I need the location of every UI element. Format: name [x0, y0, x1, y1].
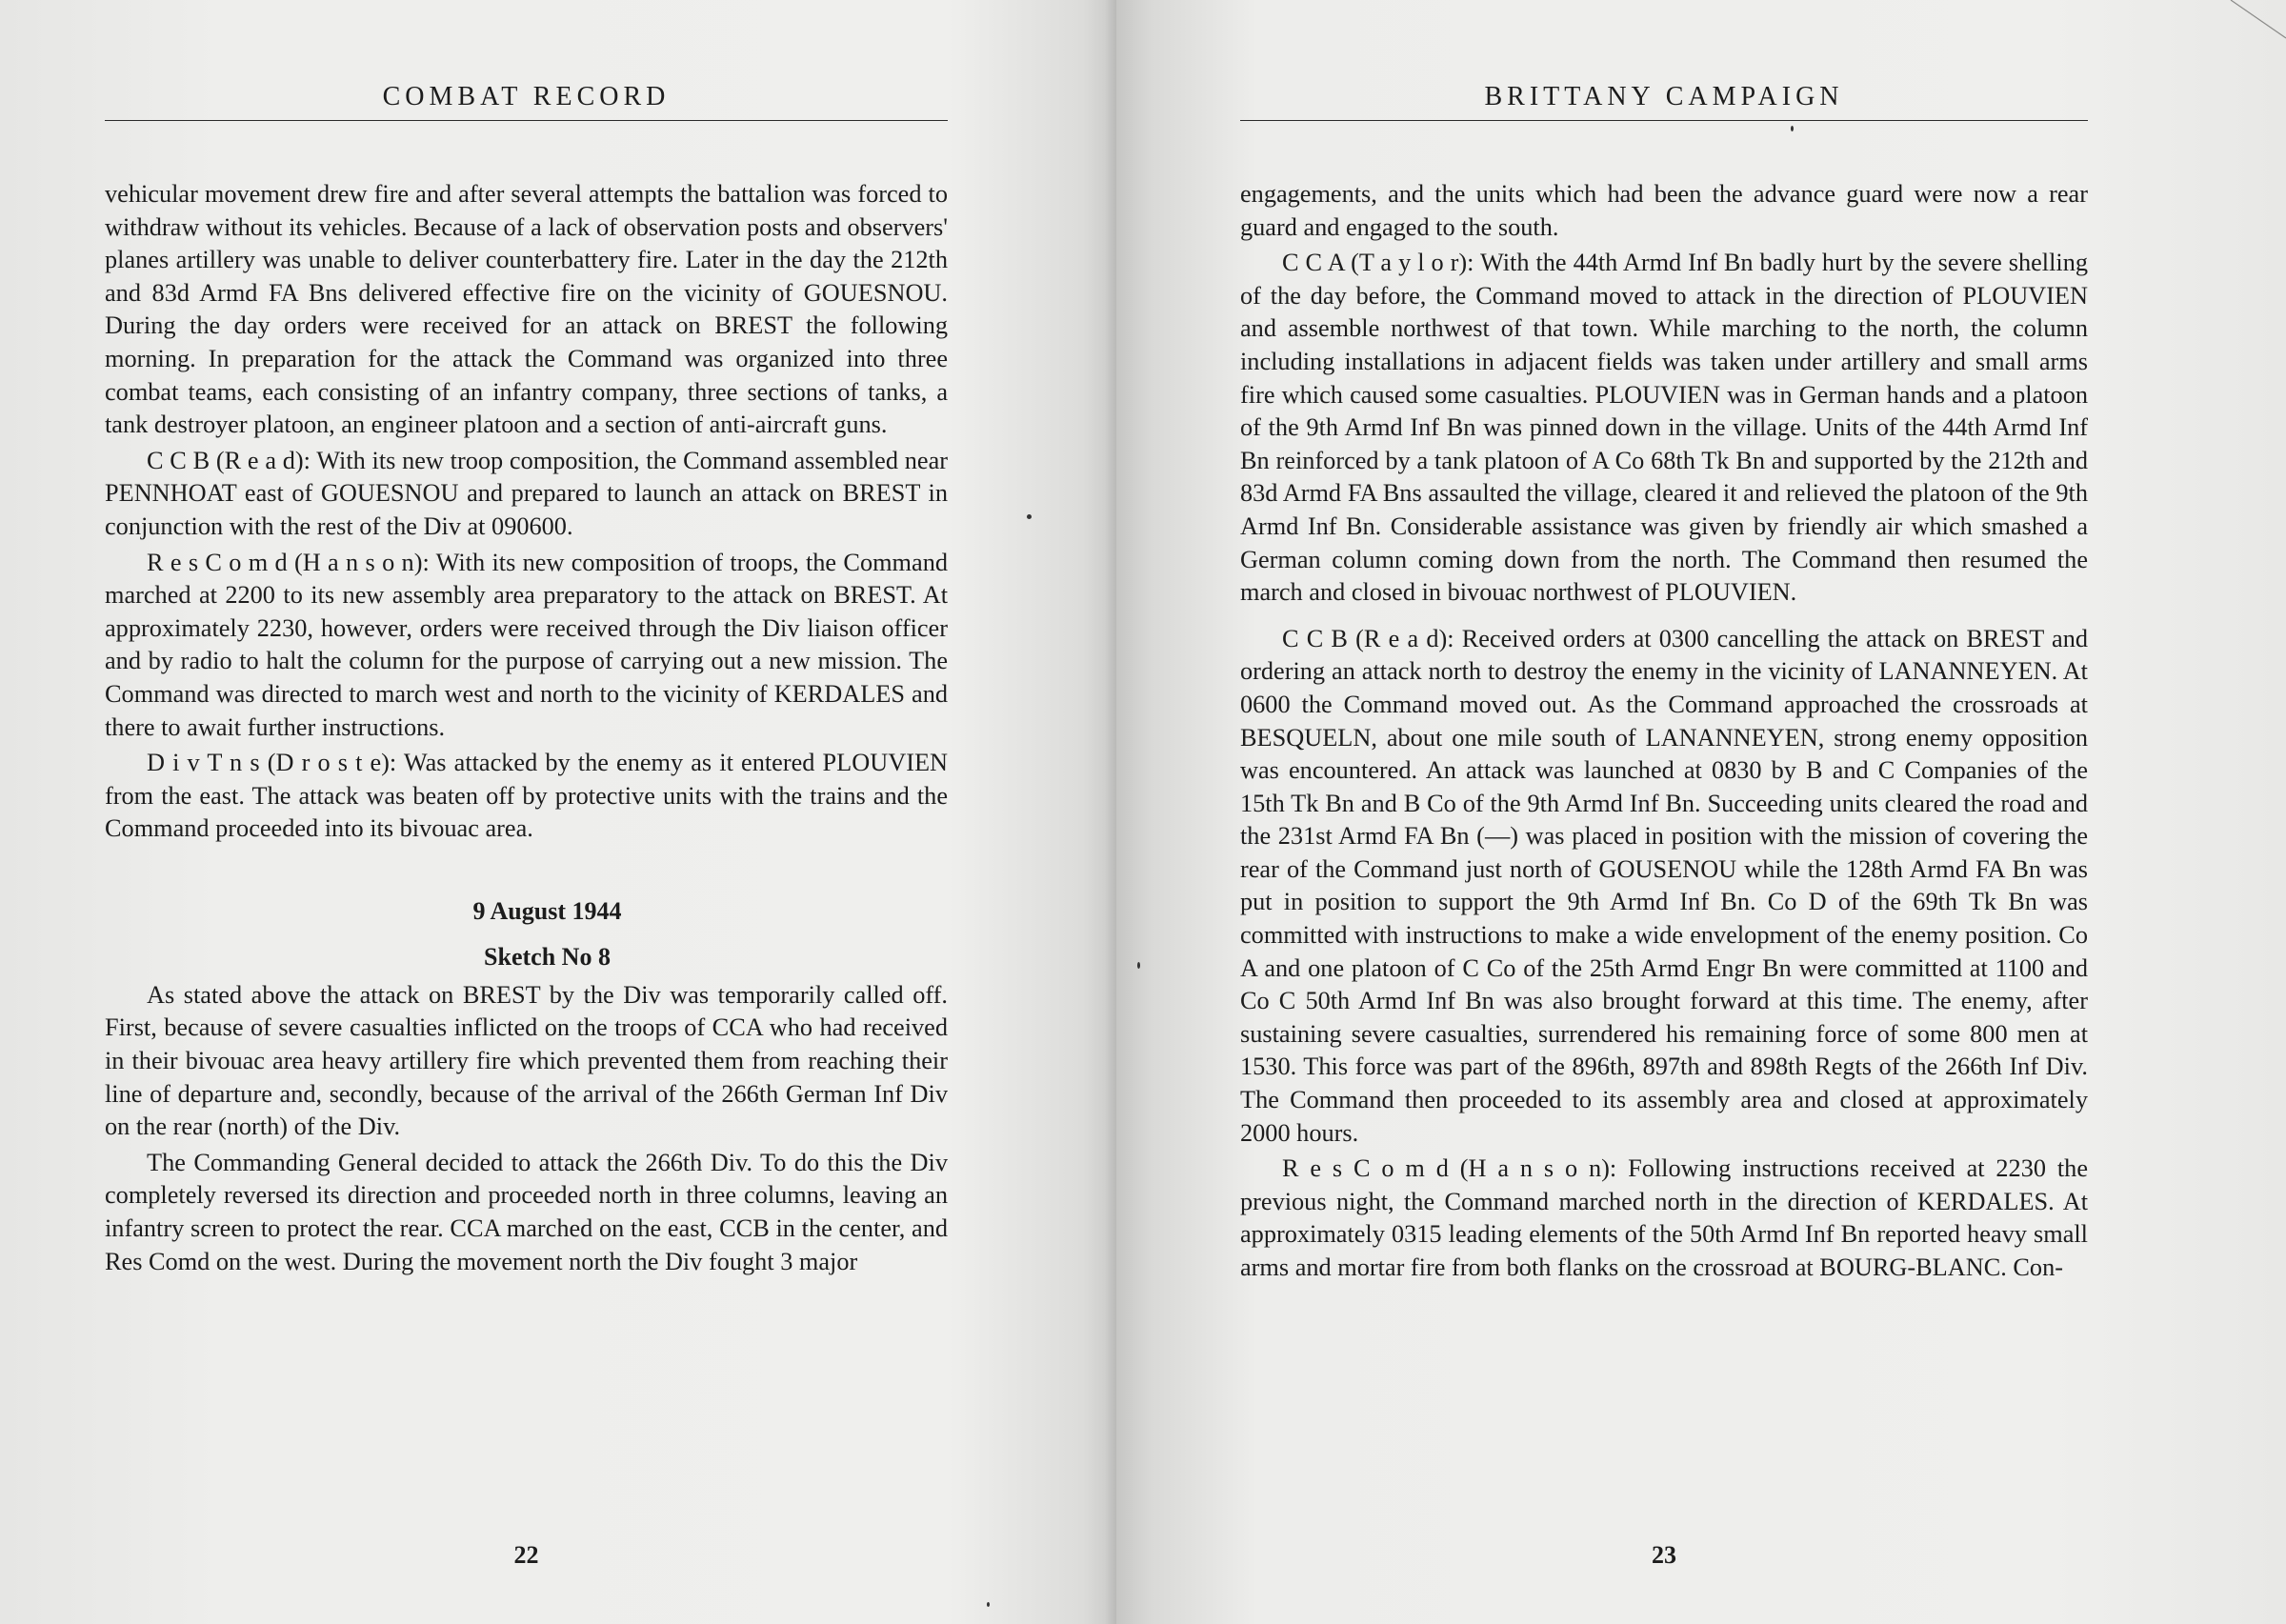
paragraph	[105, 747, 948, 846]
unit-label: C C B (R e a d):	[147, 446, 311, 474]
left-page-body	[105, 178, 948, 1281]
sketch-heading: Sketch No 8	[484, 942, 611, 971]
paragraph	[105, 547, 948, 745]
running-head-left: COMBAT RECORD	[382, 82, 671, 111]
ink-speck	[1791, 126, 1794, 131]
paragraph-text: With its new composition of troops, the Command marched at 2200 to its new assembly area preparatory to the attack on BREST. At approximately 2230, however, orders were received through the Div liaison officer and by radio to halt the column for the purpose of carrying out a new mission. The Command was directed to march west and north to the vicinity of KERDALES and there to await further instructions.	[105, 548, 948, 741]
unit-label: R e s C o m d (H a n s o n):	[147, 548, 430, 576]
unit-label: C C A (T a y l o r):	[1282, 249, 1474, 277]
paragraph-text: Was attacked by the enemy as it entered PLOUVIEN from the east. The attack was beaten off by protective units with the trains and the Command proceeded into its bivouac area.	[105, 749, 948, 843]
running-head-right: BRITTANY CAMPAIGN	[1484, 82, 1844, 111]
right-page-body	[1240, 178, 2088, 1288]
paragraph: vehicular movement drew fire and after several attempts the battalion was forced to withdraw without its vehicles. Because of a lack of observation posts and observers' planes artillery was unable to deliver counterbattery fire. Later in the day the 212th and 83d Armd FA Bns delivered effective fire on the vicinity of GOUESNOU. During the day orders were received for an attack on BREST the following morning. In preparation for the attack the Command was organized into three combat teams, each consisting of an infantry company, three sections of tanks, a tank destroyer platoon, an engineer platoon and a section of anti-aircraft guns.	[105, 180, 948, 439]
paragraph	[1240, 1153, 2088, 1284]
paragraph: The Commanding General decided to attack the 266th Div. To do this the Div completely reversed its direction and proceeded north in three columns, leaving an infantry screen to protect the rear. CCA marched on the east, CCB in the center, and Res Comd on the west. During the movement north the Div fought 3 major	[105, 1148, 948, 1275]
paragraph: As stated above the attack on BREST by the Div was temporarily called off. First, because of severe casualties inflicted on the troops of CCA who had received in their bivouac area heavy artillery fire which prevented them from reaching their line of departure and, secondly, because of the arrival of the 266th German Inf Div on the rear (north) of the Div.	[105, 980, 948, 1141]
header-rule-left	[105, 120, 948, 121]
unit-label: D i v T n s (D r o s t e):	[147, 749, 397, 777]
paragraph-text: With its new troop composition, the Command assembled near PENNHOAT east of GOUESNOU and prepared to launch an attack on BREST in conjunction with the rest of the Div at 090600.	[105, 446, 948, 540]
left-page	[0, 0, 1116, 1624]
paragraph	[105, 445, 948, 544]
ink-speck	[1027, 514, 1032, 519]
page-number-left: 22	[513, 1541, 539, 1569]
ink-speck	[1137, 962, 1140, 969]
paragraph-text: With the 44th Armd Inf Bn badly hurt by the severe shelling of the day before, the Command moved to attack in the direction of PLOUVIEN and assemble northwest of that town. While marching to the north, the column including installations in adjacent fields was taken under artillery and small arms fire which caused some casualties. PLOUVIEN was in German hands and a platoon of the 9th Armd Inf Bn was pinned down in the village. Units of the 44th Armd Inf Bn reinforced by a tank platoon of A Co 68th Tk Bn and supported by the 212th and 83d Armd FA Bns assaulted the village, cleared it and relieved the platoon of the 9th Armd Inf Bn. Considerable assistance was given by friendly air which smashed a German column coming down from the north. The Command then resumed the march and closed in bivouac northwest of PLOUVIEN.	[1240, 249, 2089, 607]
date-heading: 9 August 1944	[472, 896, 622, 925]
paragraph-text: Received orders at 0300 cancelling the attack on BREST and ordering an attack north to destroy the enemy in the vicinity of LANANNEYEN. At 0600 the Command moved out. As the Command approached the crossroads at BESQUELN, about one mile south of LANANNEYEN, strong enemy opposition was encountered. An attack was launched at 0830 by B and C Companies of the 15th Tk Bn and B Co of the 9th Armd Inf Bn. Succeeding units cleared the road and the 231st Armd FA Bn (—) was placed in position with the mission of covering the rear of the Command just north of GOUSENOU while the 128th Armd FA Bn was put in position to support the 9th Armd Inf Bn. Co D of the 69th Tk Bn was committed with instructions to make a wide envelopment of the enemy position. Co A and one platoon of C Co of the 25th Armd Engr Bn were committed at 1100 and Co C 50th Armd Inf Bn was also brought forward at this time. The enemy, after sustaining severe casualties, surrendered his remaining force of some 800 men at 1530. This force was part of the 896th, 897th and 898th Regts of the 266th Inf Div. The Command then proceeded to its assembly area and closed at approximately 2000 hours.	[1240, 624, 2089, 1147]
unit-label: C C B (R e a d):	[1282, 624, 1454, 652]
paragraph: engagements, and the units which had been the advance guard were now a rear guard and engaged to the south.	[1240, 180, 2088, 241]
paragraph	[1240, 247, 2088, 610]
page-number-right: 23	[1652, 1541, 1676, 1569]
unit-label: R e s C o m d (H a n s o n):	[1282, 1154, 1617, 1183]
header-rule-right	[1240, 120, 2088, 121]
right-page	[1116, 0, 2286, 1624]
ink-speck	[987, 1602, 990, 1607]
paragraph	[1240, 623, 2088, 1151]
paragraph-text: Following instructions received at 2230 the previous night, the Command marched north in the direction of KERDALES. At approximately 0315 leading elements of the 50th Armd Inf Bn reported heavy small arms and mortar fire from both flanks on the crossroad at BOURG-BLANC. Con-	[1240, 1154, 2088, 1281]
page-corner-crease	[2210, 0, 2286, 57]
